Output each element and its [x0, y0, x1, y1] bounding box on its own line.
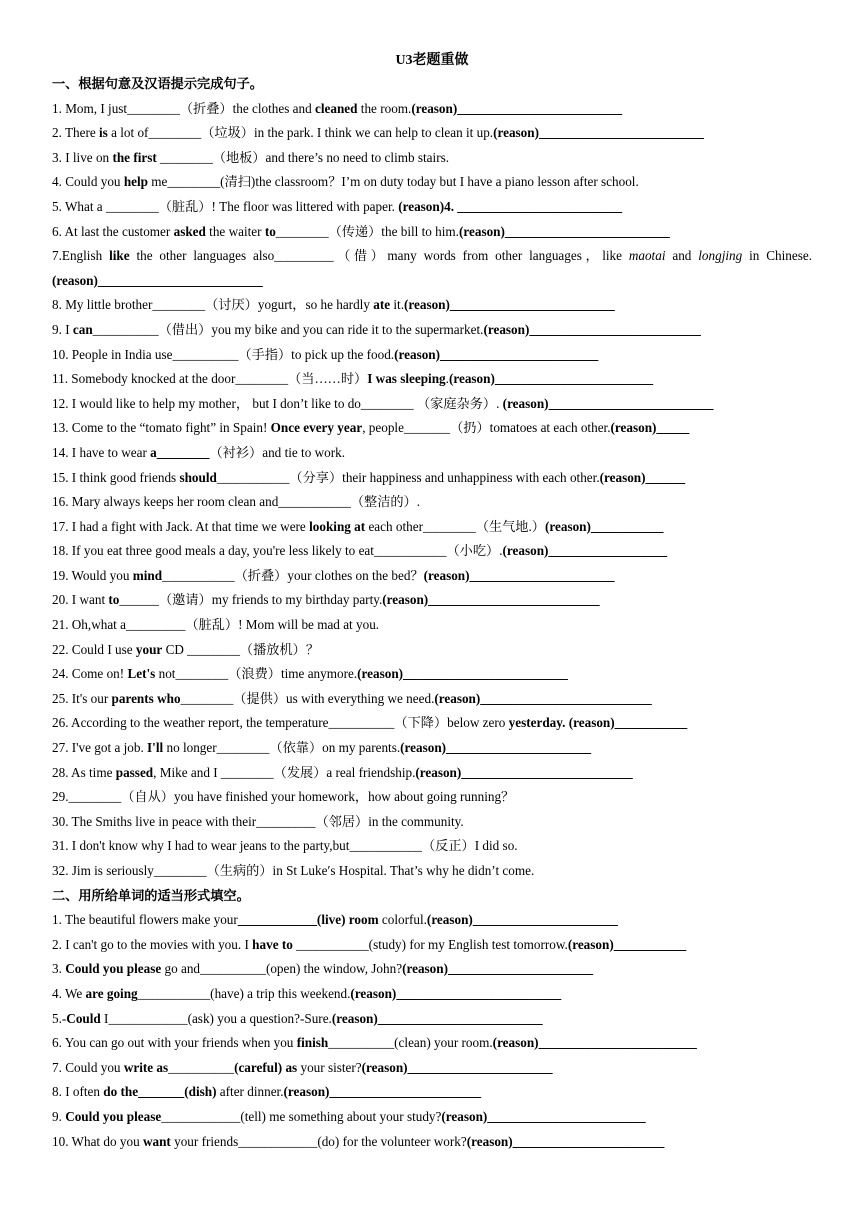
question-text: ___________（分享）their happiness and unhappiness with each other. [216, 469, 600, 485]
question-text: __________(clean) your room. [328, 1035, 493, 1051]
question-text: 6. At last the customer [52, 223, 174, 239]
question-item [52, 613, 812, 638]
question-text: ____________(live) room [237, 912, 379, 928]
question-text: (reason)_________________________ [52, 272, 263, 288]
question-text: (reason)__________________________ [434, 690, 652, 706]
question-item [52, 908, 812, 933]
question-text: (reason)______________________ [400, 740, 592, 756]
question-text: 5.- [52, 1010, 67, 1026]
question-text: (reason)_________________________ [404, 297, 615, 313]
question-text: ate [373, 297, 391, 313]
question-text: go and__________(open) the window, John? [161, 961, 403, 977]
question-text: 7. Could you [52, 1059, 124, 1075]
question-text: want [142, 1133, 171, 1149]
question-item [52, 195, 812, 220]
question-text: help [123, 174, 148, 190]
question-text: ___________(have) a trip this weekend. [137, 985, 351, 1001]
question-text: 3. [52, 961, 66, 977]
question-item [52, 687, 812, 712]
question-item [52, 97, 812, 122]
question-text: mind [132, 567, 163, 583]
question-text: CD ________（播放机）？ [162, 641, 320, 657]
question-item [52, 859, 812, 884]
question-text: 4. We [52, 985, 86, 1001]
question-item [52, 539, 812, 564]
question-text: longjing [698, 248, 743, 264]
question-text: (reason)__________________________ [415, 764, 633, 780]
question-text: Could you please [65, 961, 162, 977]
question-text: (reason)______________________ [402, 961, 594, 977]
question-text: 24. Come on! [52, 666, 128, 682]
question-item [52, 170, 812, 195]
question-item [52, 343, 812, 368]
question-text: me________(清扫)the classroom？I’m on duty today but I have a piano lesson after school. [148, 174, 639, 190]
question-item [52, 490, 812, 515]
section1-heading: 一、根据句意及汉语提示完成句子。 [52, 76, 263, 91]
worksheet-page [52, 50, 812, 1154]
question-text: (reason)_________________________ [411, 100, 623, 116]
question-item [52, 785, 812, 810]
question-text: cleaned [315, 100, 358, 116]
question-text: I was sleeping [367, 371, 446, 387]
question-text: a lot of________（垃圾）in the park. I think we can help to clean it up. [107, 125, 494, 141]
question-item [52, 146, 812, 171]
question-text: do the_______(dish) [103, 1084, 217, 1100]
question-text: and [665, 248, 699, 264]
question-text: (reason)______________________ [426, 912, 618, 928]
question-text: passed [115, 764, 154, 780]
question-text: write as [123, 1059, 169, 1075]
question-text: have to [252, 936, 293, 952]
question-text: maotai [628, 248, 666, 264]
question-item [52, 810, 812, 835]
question-text: to [264, 223, 276, 239]
question-text: 14. I have to wear [52, 444, 151, 460]
question-item [52, 711, 812, 736]
question-text: (reason)_________________________ [357, 666, 568, 682]
question-text: Could you please [65, 1108, 162, 1124]
question-text: 18. If you eat three good meals a day, you're less likely to eat___________（小吃）. [52, 543, 503, 559]
question-text: (reason)_________________________ [458, 223, 670, 239]
question-item [52, 441, 812, 466]
section1-list [52, 97, 812, 884]
question-text: yesterday. (reason)___________ [508, 715, 688, 731]
question-text: 30. The Smiths live in peace with their_________（邻居）in the community. [52, 813, 464, 829]
question-item [52, 736, 812, 761]
question-text: (reason)___________ [544, 518, 664, 534]
question-text: (reason)_________________________ [331, 1010, 543, 1026]
question-item [52, 1130, 812, 1155]
question-text: asked [173, 223, 206, 239]
question-text: each other________（生气地.） [365, 518, 545, 534]
question-text: I'll [147, 740, 164, 756]
question-text: ________（提供）us with everything we need. [180, 690, 435, 706]
question-item [52, 1031, 812, 1056]
question-item [52, 392, 812, 417]
question-item [52, 588, 812, 613]
question-text: (reason)_______________________ [466, 1133, 665, 1149]
question-text: the waiter [205, 223, 265, 239]
question-item [52, 982, 812, 1007]
question-text: (reason)4. _________________________ [398, 198, 623, 214]
question-text: (reason)______________________ [423, 567, 615, 583]
question-text: 31. I don't know why I had to wear jeans to the party,but___________（反正）I did so. [52, 838, 518, 854]
question-item [52, 367, 812, 392]
question-text: the other languages also_________（借）many words from other languages，like [129, 248, 629, 264]
question-text: , Mike and I ________（发展）a real friendship. [153, 764, 416, 780]
question-text: (reason)_________________________ [350, 985, 562, 1001]
question-text: (reason)________________________ [492, 1035, 697, 1051]
question-text: 20. I want [52, 592, 109, 608]
question-text: (careful) as [234, 1059, 298, 1075]
question-text: 17. I had a fight with Jack. At that time we were [52, 518, 310, 534]
question-item [52, 466, 812, 491]
question-text: is [99, 125, 108, 141]
question-text: 29.________（自从）you have finished your homework，how about going running？ [52, 789, 515, 805]
question-text: , people_______（扔）tomatoes at each other. [362, 420, 611, 436]
question-text: 4. Could you [52, 174, 124, 190]
question-text: (reason)________________________ [441, 1108, 646, 1124]
question-text: (reason)_________________________ [493, 125, 704, 141]
question-text: (reason)_________________________ [502, 395, 714, 411]
question-text: (reason)__________________ [502, 543, 668, 559]
question-text: (reason)______________________ [361, 1059, 553, 1075]
question-text: ____________(tell) me something about your study? [161, 1108, 442, 1124]
question-text: ___________（折叠）your clothes on the bed？ [162, 567, 424, 583]
question-text: 25. It's our [52, 690, 112, 706]
question-text: ___________(study) for my English test tomorrow. [292, 936, 568, 952]
question-text: ________（地板）and there’s no need to climb stairs. [156, 149, 450, 165]
question-text: 21. Oh,what a_________（脏乱）! Mom will be mad at you. [52, 617, 380, 633]
question-text: not________（浪费）time anymore. [155, 666, 358, 682]
question-text: your [135, 641, 163, 657]
question-text: 26. According to the weather report, the temperature__________（下降）below zero [52, 715, 509, 731]
question-item [52, 638, 812, 663]
question-text: finish [296, 1035, 329, 1051]
question-item [52, 1007, 812, 1032]
question-text: (reason)_____ [610, 420, 690, 436]
question-text: 11. Somebody knocked at the door________（当……时） [52, 371, 368, 387]
question-item [52, 515, 812, 540]
question-text: __________ [168, 1059, 235, 1075]
question-text: 3. I live on [52, 149, 113, 165]
question-text: a________ [150, 444, 210, 460]
question-item [52, 121, 812, 146]
question-item [52, 318, 812, 343]
question-item [52, 564, 812, 589]
question-item [52, 416, 812, 441]
question-text: in Chinese. [742, 248, 812, 264]
question-text: 2. There [52, 125, 99, 141]
question-text: the room. [357, 100, 412, 116]
question-text: Once every year [270, 420, 363, 436]
question-text: 27. I've got a job. [52, 740, 148, 756]
question-text: (reason)__________________________ [483, 321, 701, 337]
question-item [52, 933, 812, 958]
question-text: 6. You can go out with your friends when you [52, 1035, 297, 1051]
question-text: 28. As time [52, 764, 116, 780]
question-item [52, 957, 812, 982]
question-text: Could [66, 1010, 101, 1026]
question-text: your friends____________(do) for the volunteer work? [170, 1133, 467, 1149]
question-item [52, 761, 812, 786]
question-text: colorful. [378, 912, 427, 928]
question-text: 10. What do you [52, 1133, 143, 1149]
question-text: (reason)________________________ [448, 371, 654, 387]
question-text: 22. Could I use [52, 641, 136, 657]
question-text: 8. My little brother________（讨厌）yogurt，so he hardly [52, 297, 374, 313]
question-item [52, 244, 812, 293]
question-text: can [72, 321, 93, 337]
question-text: should [179, 469, 217, 485]
question-text: 13. Come to the “tomato fight” in Spain! [52, 420, 271, 436]
question-text: after dinner. [216, 1084, 284, 1100]
question-text: to [108, 592, 120, 608]
question-text: 32. Jim is seriously________（生病的）in St Luke′s Hospital. That’s why he didn’t come. [52, 863, 535, 878]
question-item [52, 293, 812, 318]
question-text: like [109, 248, 130, 264]
question-item [52, 1056, 812, 1081]
question-item [52, 1105, 812, 1130]
question-text: your sister? [297, 1059, 362, 1075]
question-text: 9. I [52, 321, 73, 337]
question-text: 8. I often [52, 1084, 104, 1100]
question-text: 5. What a ________（脏乱）! The floor was littered with paper. [52, 198, 399, 214]
question-text: ______（邀请）my friends to my birthday party. [119, 592, 383, 608]
question-text: 16. Mary always keeps her room clean and___________（整洁的）. [52, 494, 421, 510]
question-text: 15. I think good friends [52, 469, 180, 485]
question-text: ________（传递）the bill to him. [275, 223, 459, 239]
question-text: 12. I would like to help my mother， but I don’t like to do________ （家庭杂务）. [52, 395, 503, 411]
question-text: looking at [309, 518, 366, 534]
question-item [52, 834, 812, 859]
question-text: . [445, 371, 449, 387]
question-text: 10. People in India use__________（手指）to pick up the food. [52, 346, 395, 362]
section2-heading: 二、用所给单词的适当形式填空。 [52, 887, 250, 903]
question-text: parents who [111, 690, 181, 706]
question-text: I____________(ask) you a question?-Sure. [100, 1010, 332, 1026]
question-text: 9. [52, 1108, 66, 1124]
question-text: no longer________（依靠）on my parents. [163, 740, 401, 756]
question-text: the first [112, 149, 157, 165]
question-text: (reason)__________________________ [382, 592, 600, 608]
section2-list [52, 908, 812, 1154]
question-text: （衬衫）and tie to work. [209, 444, 346, 460]
question-text: are going [85, 985, 138, 1001]
question-text: (reason)___________ [567, 936, 687, 952]
question-text: (reason)________________________ [394, 346, 599, 362]
question-text: Let's [127, 666, 156, 682]
question-item [52, 662, 812, 687]
question-text: (reason)_______________________ [283, 1084, 482, 1100]
question-item [52, 1080, 812, 1105]
question-text: 2. I can't go to the movies with you. I [52, 936, 253, 952]
question-text: (reason)______ [599, 469, 686, 485]
question-text: 1. Mom, I just________（折叠）the clothes and [52, 100, 315, 116]
question-text: 7.English [52, 248, 110, 264]
page-title: U3老题重做 [395, 53, 469, 68]
question-item [52, 220, 812, 245]
question-text: it. [390, 297, 404, 313]
question-text: 19. Would you [52, 567, 133, 583]
question-text: 1. The beautiful flowers make your [52, 912, 238, 928]
question-text: __________（借出）you my bike and you can ride it to the supermarket. [92, 321, 484, 337]
